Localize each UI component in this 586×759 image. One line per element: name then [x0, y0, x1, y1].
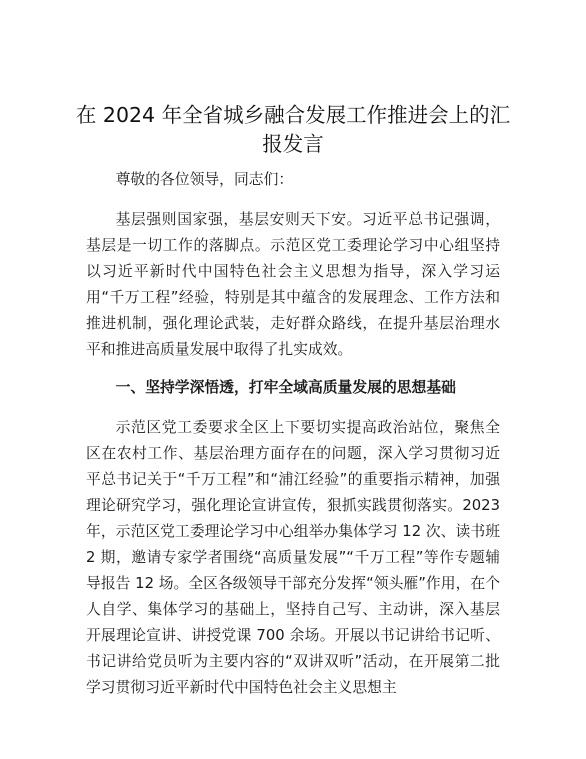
greeting: 尊敬的各位领导，同志们： — [115, 171, 294, 188]
intro-paragraph: 基层强则国家强，基层安则天下安。习近平总书记强调，基层是一切工作的落脚点。示范区党工委理论学习中心组坚持以习近平新时代中国特色社会主义思想为指导，深入学习运用“千万工程”经验，特别是其中蕴含的发展理念、工作方法和推进机制，强化理论武装，走好群众路线，在提升基层治理水平和推进高质量发展中取得了扎实成效。 — [86, 211, 500, 358]
document-title: 在 2024 年全省城乡融合发展工作推进会上的汇报发言 — [75, 103, 511, 156]
document-body — [86, 167, 500, 713]
section-paragraph: 示范区党工委要求全区上下要切实提高政治站位，聚焦全区在农村工作、基层治理方面存在的问题，深入学习贯彻习近平总书记关于“千万工程”和“浦江经验”的重要指示精神，加强理论研究学习，强化理论宣讲宣传，狠抓实践贯彻落实。2023 年，示范区党工委理论学习中心组举办集体学习 12 次、读书班 2 期，邀请专家学者围绕“高质量发展”“千万工程”等作专题辅导报告 12 场。全区各级领导干部充分发挥“领头雁”作用，在个人自学、集体学习的基础上，坚持自己写、主动讲，深入基层开展理论宣讲、讲授党课 700 余场。开展以书记讲给书记听、书记讲给党员听为主要内容的“双讲双听”活动，在开展第二批学习贯彻习近平新时代中国特色社会主义思想主 — [86, 419, 500, 696]
section-heading: 一、坚持学深悟透，打牢全域高质量发展的思想基础 — [115, 379, 456, 396]
